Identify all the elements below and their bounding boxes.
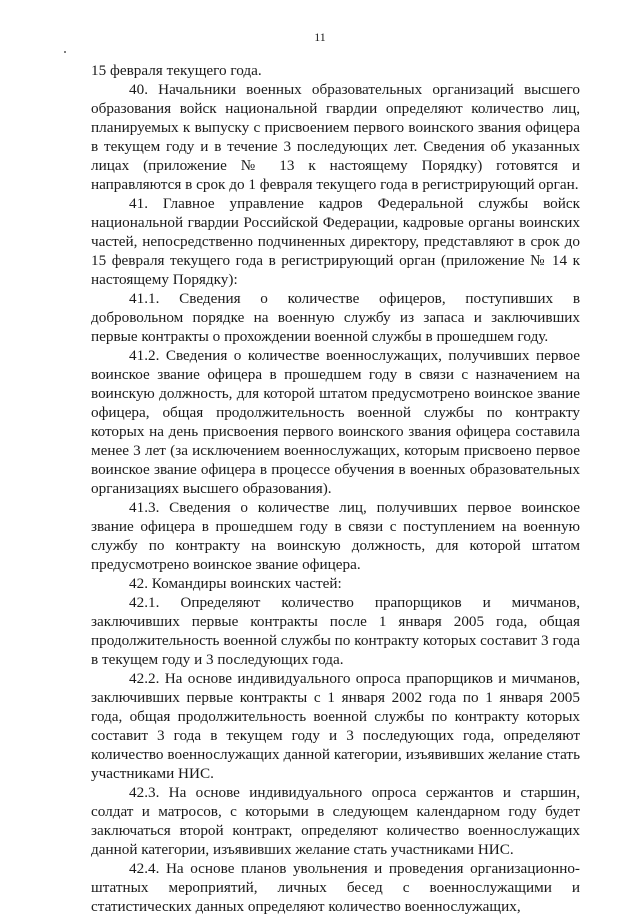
paragraph-41: 41. Главное управление кадров Федеральной службы войск национальной гвардии Российской Федерации, кадровые органы воинских частей, непосредственно подчиненных директору, представляют в срок до 15 февраля текущего года в регистрирующий орган (приложение № 14 к настоящему Порядку): bbox=[91, 195, 580, 288]
page-number: 11 bbox=[314, 30, 326, 44]
paragraph-41-2: 41.2. Сведения о количестве военнослужащих, получивших первое воинское звание офицера в прошедшем году в связи с назначением на воинскую должность, для которой штатом предусмотрено воинское звание офицера, общая продолжительность военной службы по контракту которых на день присвоения первого воинского звания офицера составила менее 3 лет (за исключением военнослужащих, которым присвоено первое воинское звание офицера в процессе обучения в военных образовательных организациях высшего образования). bbox=[91, 347, 580, 497]
paragraph-42-1: 42.1. Определяют количество прапорщиков и мичманов, заключивших первые контракты после 1 января 2005 года, общая продолжительность военной службы по контракту которых составит 3 года в текущем году и 3 последующих года. bbox=[91, 594, 580, 668]
paragraph-42-2: 42.2. На основе индивидуального опроса прапорщиков и мичманов, заключивших первые контракты с 1 января 2002 года по 1 января 2005 года, общая продолжительность военной службы по контракту которых составит 3 года в текущем году и 3 последующих года, определяют количество военнослужащих данной категории, изъявивших желание стать участниками НИС. bbox=[91, 670, 580, 782]
paragraph-continuation: 15 февраля текущего года. bbox=[91, 62, 262, 79]
paragraph-42: 42. Командиры воинских частей: bbox=[129, 575, 342, 592]
paragraph-42-3: 42.3. На основе индивидуального опроса сержантов и старшин, солдат и матросов, с которыми в следующем календарном году будет заключаться второй контракт, определяют количество военнослужащих данной категории, изъявивших желание стать участниками НИС. bbox=[91, 784, 580, 858]
paragraph-41-1: 41.1. Сведения о количестве офицеров, поступивших в добровольном порядке на военную службу из запаса и заключивших первые контракты о прохождении военной службы в прошедшем году. bbox=[91, 290, 580, 345]
paragraph-40: 40. Начальники военных образовательных организаций высшего образования войск национальной гвардии определяют количество лиц, планируемых к выпуску с присвоением первого воинского звания офицера в текущем году и в течение 3 последующих лет. Сведения об указанных лицах (приложение № 13 к настоящему Порядку) готовятся и направляются в срок до 1 февраля текущего года в регистрирующий орган. bbox=[91, 81, 580, 193]
document-body bbox=[91, 61, 580, 916]
scan-speck bbox=[64, 51, 66, 53]
paragraph-42-4: 42.4. На основе планов увольнения и проведения организационно-штатных мероприятий, личных бесед с военнослужащими и статистических данных определяют количество военнослужащих, bbox=[91, 860, 580, 915]
paragraph-41-3: 41.3. Сведения о количестве лиц, получивших первое воинское звание офицера в прошедшем году в связи с поступлением на военную службу по контракту на воинскую должность, для которой штатом предусмотрено воинское звание офицера. bbox=[91, 499, 580, 573]
